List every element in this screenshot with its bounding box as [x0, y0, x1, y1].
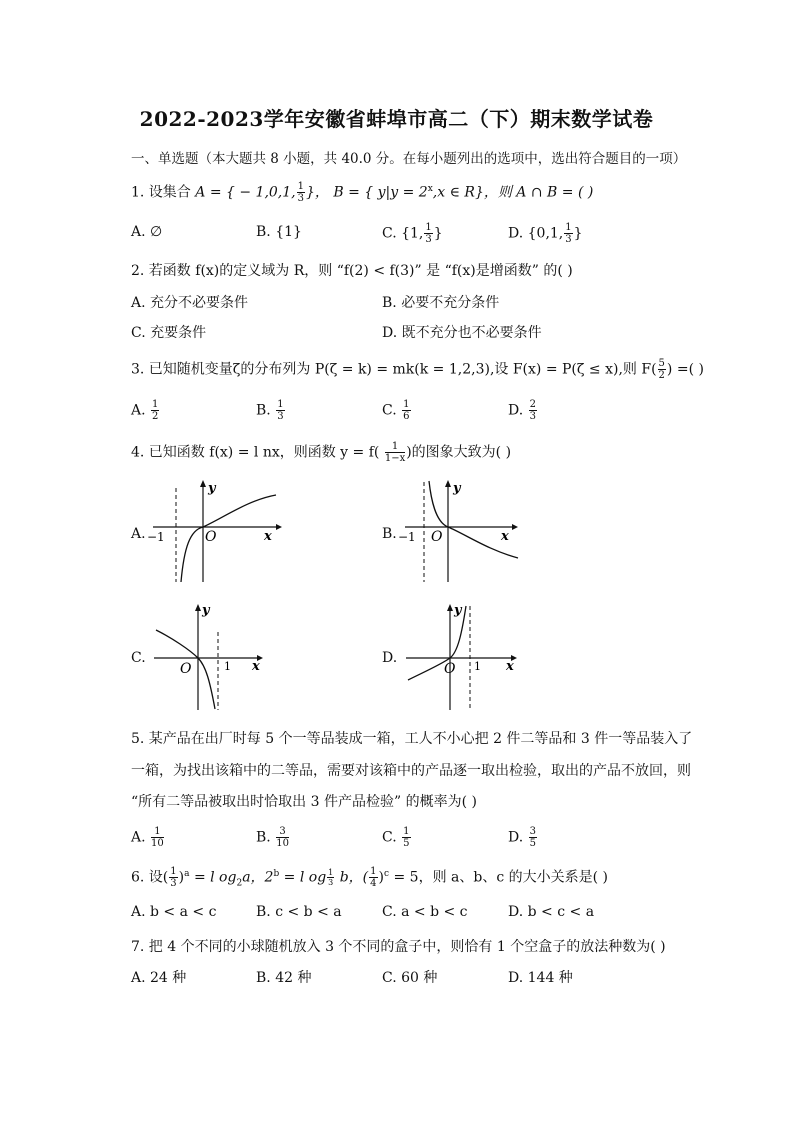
question-4-option-c-label[interactable]: C.	[131, 650, 146, 666]
question-2-option-c[interactable]: C. 充要条件	[131, 325, 207, 341]
page-title: 2022-2023学年安徽省蚌埠市高二（下）期末数学试卷	[139, 107, 654, 131]
origin-label: O	[431, 529, 443, 545]
origin-label: O	[205, 529, 217, 545]
question-4-option-b-label[interactable]: B.	[382, 526, 397, 542]
y-axis-label: y	[202, 603, 210, 618]
question-5-option-c[interactable]: C. $\frac{1}{5}$	[382, 826, 410, 849]
graph-option-a[interactable]	[148, 478, 283, 584]
y-axis-label: y	[208, 481, 216, 496]
question-5-line-1: 5. 某产品在出厂时每 5 个一等品装成一箱，工人不小心把 2 件二等品和 3 件一等品装入了	[131, 731, 693, 747]
question-6-stem: 6. 设( $\frac{1}{3}$ )$^a$ = l $og_2a$，$2^b = l$ og $\frac{1}{3}$ b，( $\frac{1}{4}$ )$^c$ = 5，则 a、b、c 的大小关系是( )	[131, 866, 608, 889]
question-3-stem: 3. 已知随机变量ζ的分布列为 P(ζ = k) = mk(k = 1,2,3),设 F(x) = P(ζ ≤ x),则 F( $\frac{5}{2}$ ) =( )	[131, 358, 704, 381]
question-5-line-3: “所有二等品被取出时恰取出 3 件产品检验” 的概率为( )	[131, 794, 477, 810]
question-2-option-d[interactable]: D. 既不充分也不必要条件	[382, 325, 542, 341]
neg-one-label: −1	[398, 530, 416, 544]
graph-option-d[interactable]	[404, 602, 522, 712]
question-7-option-a[interactable]: A. 24 种	[131, 970, 187, 986]
question-1-option-a[interactable]: A. ∅	[131, 224, 163, 240]
question-5-line-2: 一箱，为找出该箱中的二等品，需要对该箱中的产品逐一取出检验，取出的产品不放回，则	[131, 763, 691, 779]
question-3-option-b[interactable]: B. $\frac{1}{3}$	[256, 399, 284, 422]
one-label: 1	[474, 660, 481, 673]
x-axis-label: x	[264, 529, 272, 544]
x-axis-label: x	[501, 529, 509, 544]
origin-label: O	[180, 661, 192, 677]
y-axis-label: y	[453, 481, 461, 496]
question-7-option-b[interactable]: B. 42 种	[256, 970, 312, 986]
graph-option-b[interactable]	[400, 478, 520, 584]
fraction: $\frac{1}{3}$	[297, 181, 304, 204]
question-6-option-c[interactable]: C. a < b < c	[382, 904, 468, 920]
question-4-stem: 4. 已知函数 f(x) = l nx，则函数 y = f( $\frac{1}{1-x}$ )的图象大致为( )	[131, 441, 512, 464]
neg-one-label: −1	[147, 530, 165, 544]
x-axis-label: x	[506, 659, 514, 674]
graph-option-c[interactable]	[152, 602, 267, 712]
question-1-option-c[interactable]: C. {1, $\frac{1}{3}$ }	[382, 222, 443, 245]
question-5-option-a[interactable]: A. $\frac{1}{10}$	[131, 826, 164, 849]
question-1-option-b[interactable]: B. {1}	[256, 224, 302, 240]
origin-label: O	[444, 661, 456, 677]
question-6-option-a[interactable]: A. b < a < c	[131, 904, 217, 920]
question-1-stem: 1. 设集合 A = { − 1,0,1, $\frac{1}{3}$ }， B = { $y|y = 2^x,x$ ∈ R}，则 A ∩ B = ( )	[131, 181, 594, 204]
question-3-option-c[interactable]: C. $\frac{1}{6}$	[382, 399, 410, 422]
question-1-option-d[interactable]: D. {0,1, $\frac{1}{3}$ }	[508, 222, 583, 245]
question-4-option-a-label[interactable]: A.	[131, 526, 146, 542]
question-6-option-d[interactable]: D. b < c < a	[508, 904, 595, 920]
x-axis-label: x	[252, 659, 260, 674]
question-3-option-d[interactable]: D. $\frac{2}{3}$	[508, 399, 537, 422]
question-2-stem: 2. 若函数 f(x)的定义域为 R，则 “f(2) < f(3)” 是 “f(x)是增函数” 的( )	[131, 263, 573, 279]
question-7-option-c[interactable]: C. 60 种	[382, 970, 438, 986]
question-7-option-d[interactable]: D. 144 种	[508, 970, 573, 986]
question-5-option-b[interactable]: B. $\frac{3}{10}$	[256, 826, 289, 849]
question-4-option-d-label[interactable]: D.	[382, 650, 398, 666]
y-axis-label: y	[454, 603, 462, 618]
question-7-stem: 7. 把 4 个不同的小球随机放入 3 个不同的盒子中，则恰有 1 个空盒子的放法种数为( )	[131, 939, 666, 955]
one-label: 1	[224, 660, 231, 673]
question-3-option-a[interactable]: A. $\frac{1}{2}$	[131, 399, 159, 422]
question-5-option-d[interactable]: D. $\frac{3}{5}$	[508, 826, 537, 849]
question-2-option-b[interactable]: B. 必要不充分条件	[382, 295, 500, 311]
question-2-option-a[interactable]: A. 充分不必要条件	[131, 295, 249, 311]
question-6-option-b[interactable]: B. c < b < a	[256, 904, 342, 920]
section-heading: 一、单选题（本大题共 8 小题，共 40.0 分。在每小题列出的选项中，选出符合题目的一项）	[131, 151, 687, 167]
